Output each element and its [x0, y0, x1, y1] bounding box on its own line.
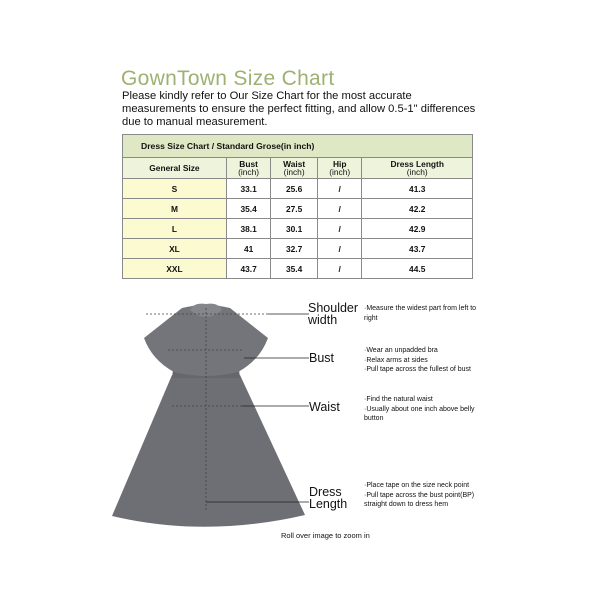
column-header: Waist (inch)	[271, 158, 318, 179]
table-row	[123, 179, 473, 199]
value-cell: 33.1	[226, 179, 270, 199]
table-row	[123, 219, 473, 239]
zoom-hint: Roll over image to zoom in	[281, 531, 370, 540]
bust-notes: ·Wear an unpadded bra ·Relax arms at sides ·Pull tape across the fullest of bust	[364, 347, 471, 373]
shoulder-label: Shoulder width	[308, 301, 359, 327]
size-cell: XL	[123, 239, 227, 259]
value-cell: 25.6	[271, 179, 318, 199]
value-cell: /	[317, 259, 361, 279]
value-cell: 41.3	[362, 179, 473, 199]
value-cell: 43.7	[362, 239, 473, 259]
size-cell: S	[123, 179, 227, 199]
dress-length-notes: ·Place tape on the size neck point ·Pull tape across the bust point(BP) straight down to dress hem	[364, 482, 475, 508]
value-cell: /	[317, 199, 361, 219]
dress-skirt	[112, 375, 305, 527]
bust-label: Bust	[309, 351, 335, 365]
value-cell: 41	[226, 239, 270, 259]
waist-notes: ·Find the natural waist ·Usually about one inch above belly button	[364, 396, 475, 422]
size-table	[122, 134, 473, 279]
column-header: Dress Length (inch)	[362, 158, 473, 179]
intro-text: Please kindly refer to Our Size Chart for the most accurate measurements to ensure the perfect fitting, and allow 0.5-1" differences due to manual measurement.	[122, 90, 476, 128]
value-cell: /	[317, 219, 361, 239]
value-cell: 43.7	[226, 259, 270, 279]
table-row	[123, 239, 473, 259]
value-cell: 35.4	[271, 259, 318, 279]
value-cell: 42.2	[362, 199, 473, 219]
value-cell: /	[317, 239, 361, 259]
page-title: GownTown Size Chart	[121, 67, 335, 90]
table-row	[123, 259, 473, 279]
value-cell: 35.4	[226, 199, 270, 219]
value-cell: 44.5	[362, 259, 473, 279]
value-cell: 27.5	[271, 199, 318, 219]
shoulder-notes: ·Measure the widest part from left to right	[364, 305, 477, 322]
value-cell: 38.1	[226, 219, 270, 239]
size-cell: M	[123, 199, 227, 219]
column-header: Hip (inch)	[317, 158, 361, 179]
table-row	[123, 199, 473, 219]
size-cell: XXL	[123, 259, 227, 279]
table-caption: Dress Size Chart / Standard Grose(in inch)	[123, 135, 473, 158]
column-header: General Size	[123, 158, 227, 179]
value-cell: /	[317, 179, 361, 199]
value-cell: 32.7	[271, 239, 318, 259]
value-cell: 42.9	[362, 219, 473, 239]
column-header: Bust (inch)	[226, 158, 270, 179]
value-cell: 30.1	[271, 219, 318, 239]
waist-label: Waist	[309, 400, 340, 414]
dress-illustration	[110, 290, 310, 540]
size-cell: L	[123, 219, 227, 239]
dress-length-label: Dress Length	[309, 485, 348, 511]
